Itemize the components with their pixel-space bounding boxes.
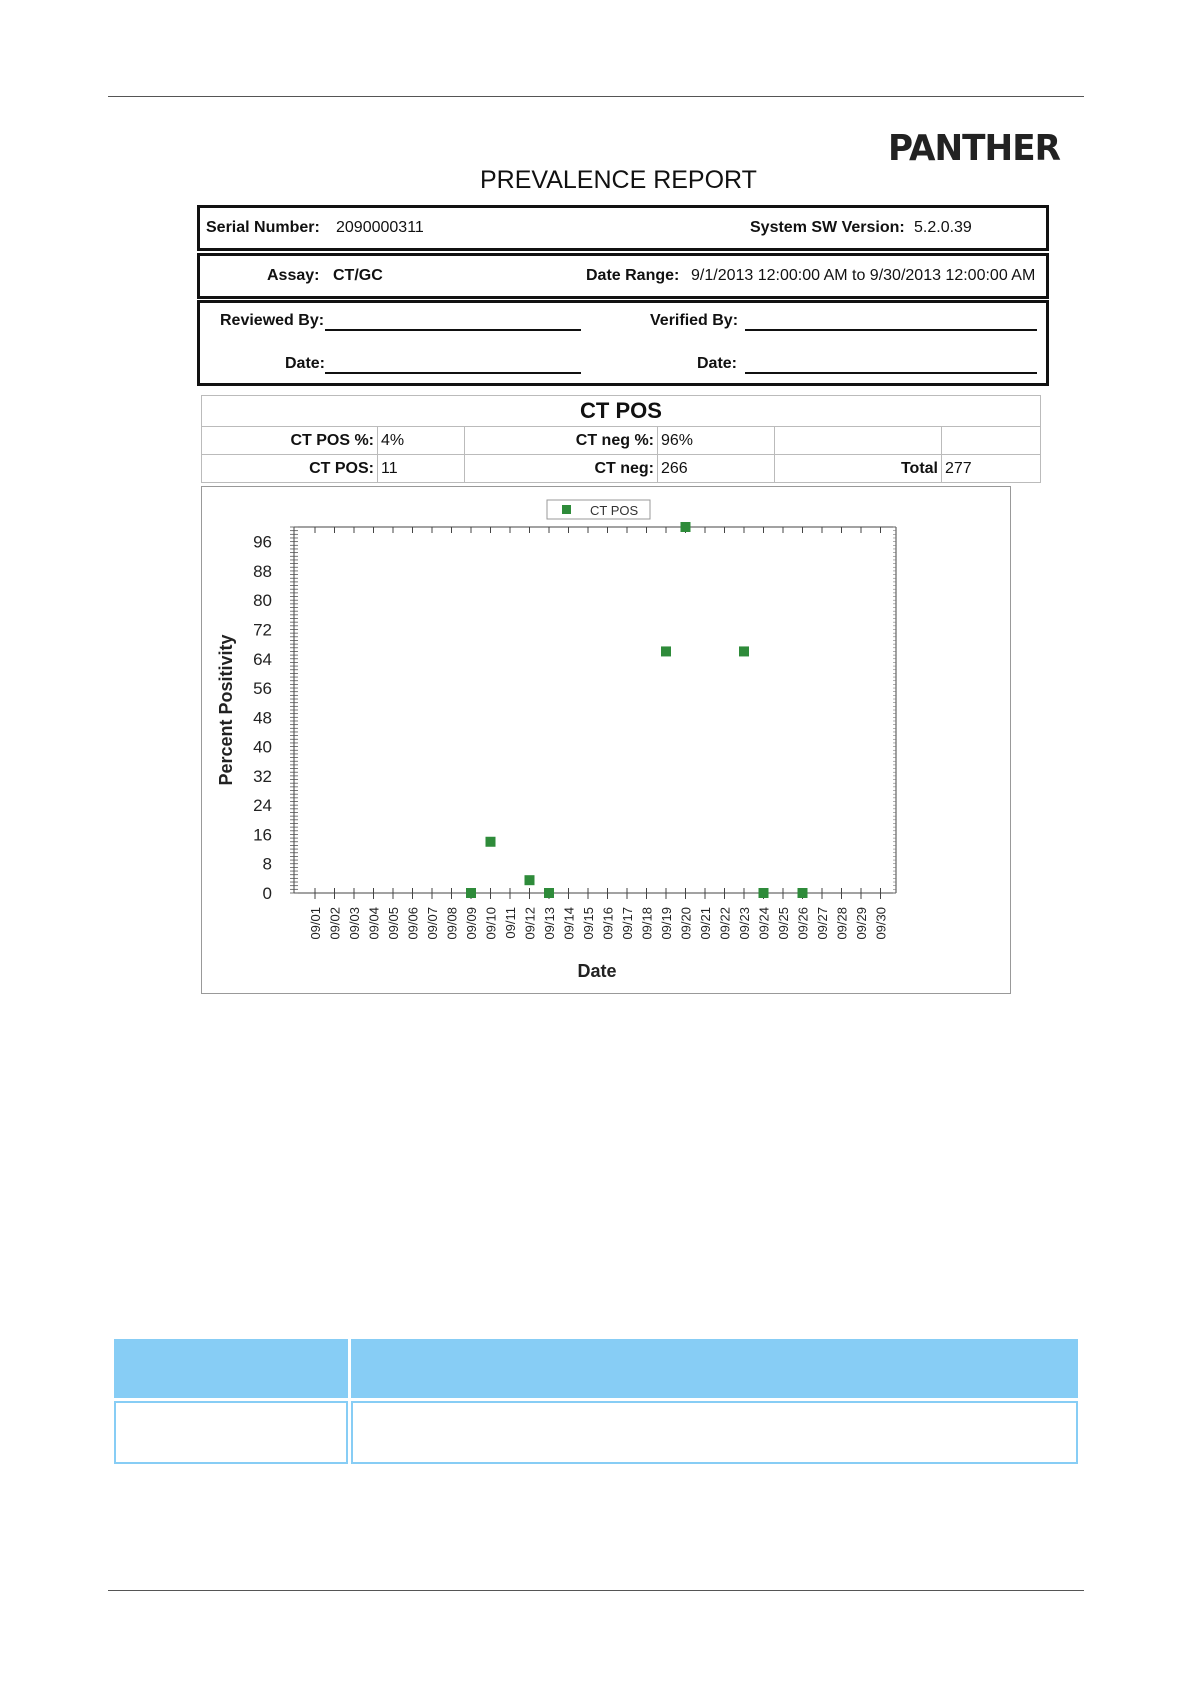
y-tick-label: 80 xyxy=(253,591,272,611)
x-tick-label: 09/29 xyxy=(854,907,869,940)
x-tick-label: 09/14 xyxy=(561,907,577,940)
x-tick-label: 09/21 xyxy=(698,907,713,940)
pos-count-value: 11 xyxy=(378,455,465,483)
y-axis-title: Percent Positivity xyxy=(216,634,236,786)
serial-label: Serial Number: xyxy=(206,219,320,236)
x-tick-label: 09/03 xyxy=(347,907,362,940)
verified-by-line xyxy=(745,328,1037,331)
neg-count-label: CT neg: xyxy=(465,455,658,483)
x-tick-label: 09/30 xyxy=(873,907,889,940)
reviewed-by-line xyxy=(325,328,581,331)
x-tick-label: 09/12 xyxy=(522,907,538,940)
date-range-label: Date Range: xyxy=(586,267,680,284)
x-tick-label: 09/10 xyxy=(483,907,499,940)
footer-table-header-cell xyxy=(114,1339,348,1398)
y-tick-label: 40 xyxy=(253,737,272,757)
pos-count-label: CT POS: xyxy=(202,455,378,483)
date-range-value: 9/1/2013 12:00:00 AM to 9/30/2013 12:00:00 AM xyxy=(691,267,1036,284)
stats-heading: CT POS xyxy=(202,396,1041,427)
x-tick-label: 09/25 xyxy=(776,907,791,940)
x-tick-label: 09/02 xyxy=(327,907,343,940)
total-value: 277 xyxy=(942,455,1041,483)
x-tick-label: 09/22 xyxy=(717,907,733,940)
x-tick-label: 09/23 xyxy=(737,907,752,940)
prevalence-chart xyxy=(201,486,1011,994)
x-tick-label: 09/07 xyxy=(425,907,440,940)
data-point xyxy=(466,888,476,898)
data-point xyxy=(661,646,671,656)
y-tick-label: 0 xyxy=(262,884,272,903)
y-tick-label: 64 xyxy=(253,649,272,669)
data-point xyxy=(798,888,808,898)
assay-box xyxy=(197,253,1049,299)
y-tick-label: 72 xyxy=(253,620,272,640)
assay-value: CT/GC xyxy=(333,267,383,284)
y-tick-label: 56 xyxy=(253,679,272,699)
x-tick-label: 09/20 xyxy=(678,907,694,940)
x-tick-label: 09/08 xyxy=(444,907,460,940)
review-date-line xyxy=(325,371,581,374)
x-axis-title: Date xyxy=(577,961,617,981)
x-tick-label: 09/27 xyxy=(815,907,830,940)
verified-by-label: Verified By: xyxy=(650,312,739,329)
y-tick-label: 32 xyxy=(253,766,272,786)
footer-table-body-cell xyxy=(114,1401,348,1464)
x-tick-label: 09/15 xyxy=(581,907,596,940)
x-tick-label: 09/16 xyxy=(600,907,616,940)
footer-table xyxy=(111,1336,1081,1467)
pos-pct-label: CT POS %: xyxy=(202,427,378,455)
empty-cell xyxy=(942,427,1041,455)
y-tick-label: 88 xyxy=(253,561,272,581)
x-tick-label: 09/26 xyxy=(795,907,811,940)
empty-cell xyxy=(775,427,942,455)
table-row xyxy=(202,427,1041,455)
x-tick-label: 09/24 xyxy=(756,907,772,940)
neg-pct-value: 96% xyxy=(658,427,775,455)
data-point xyxy=(759,888,769,898)
x-tick-label: 09/05 xyxy=(386,907,401,940)
x-tick-label: 09/11 xyxy=(503,907,518,939)
review-date-label: Date: xyxy=(285,355,326,372)
y-tick-label: 24 xyxy=(253,796,272,816)
verify-date-line xyxy=(745,371,1037,374)
y-tick-label: 16 xyxy=(253,825,272,845)
neg-count-value: 266 xyxy=(658,455,775,483)
neg-pct-label: CT neg %: xyxy=(465,427,658,455)
x-tick-label: 09/19 xyxy=(659,907,674,940)
ct-pos-stats-table xyxy=(201,395,1041,483)
bottom-rule xyxy=(108,1590,1084,1591)
x-tick-label: 09/09 xyxy=(464,907,479,940)
legend-label: CT POS xyxy=(590,503,639,518)
sw-version-label: System SW Version: xyxy=(750,219,905,236)
x-tick-label: 09/04 xyxy=(366,907,382,940)
data-point xyxy=(681,522,691,532)
data-point xyxy=(544,888,554,898)
top-rule xyxy=(108,96,1084,97)
x-tick-label: 09/18 xyxy=(639,907,655,940)
data-point xyxy=(525,875,535,885)
verify-date-label: Date: xyxy=(697,355,738,372)
x-tick-label: 09/01 xyxy=(308,907,323,940)
data-point xyxy=(486,837,496,847)
y-tick-label: 8 xyxy=(262,854,272,874)
y-tick-label: 96 xyxy=(253,532,272,552)
signature-box xyxy=(197,300,1049,386)
sw-version-value: 5.2.0.39 xyxy=(914,219,972,236)
serial-value: 2090000311 xyxy=(336,219,424,236)
x-tick-label: 09/13 xyxy=(542,907,557,940)
footer-table-header-cell xyxy=(351,1339,1078,1398)
serial-box xyxy=(197,205,1049,251)
x-tick-label: 09/28 xyxy=(834,907,850,940)
assay-label: Assay: xyxy=(267,267,320,284)
x-tick-label: 09/17 xyxy=(620,907,635,940)
y-tick-label: 48 xyxy=(253,708,272,728)
pos-pct-value: 4% xyxy=(378,427,465,455)
total-label: Total xyxy=(775,455,942,483)
footer-table-body-cell xyxy=(351,1401,1078,1464)
data-point xyxy=(739,646,749,656)
legend-marker xyxy=(562,505,571,514)
x-tick-label: 09/06 xyxy=(405,907,421,940)
panther-logo: PANTHER xyxy=(888,128,1061,169)
report-title: PREVALENCE REPORT xyxy=(480,166,757,194)
reviewed-by-label: Reviewed By: xyxy=(220,312,325,329)
chart-svg xyxy=(202,487,1010,993)
table-row xyxy=(202,455,1041,483)
